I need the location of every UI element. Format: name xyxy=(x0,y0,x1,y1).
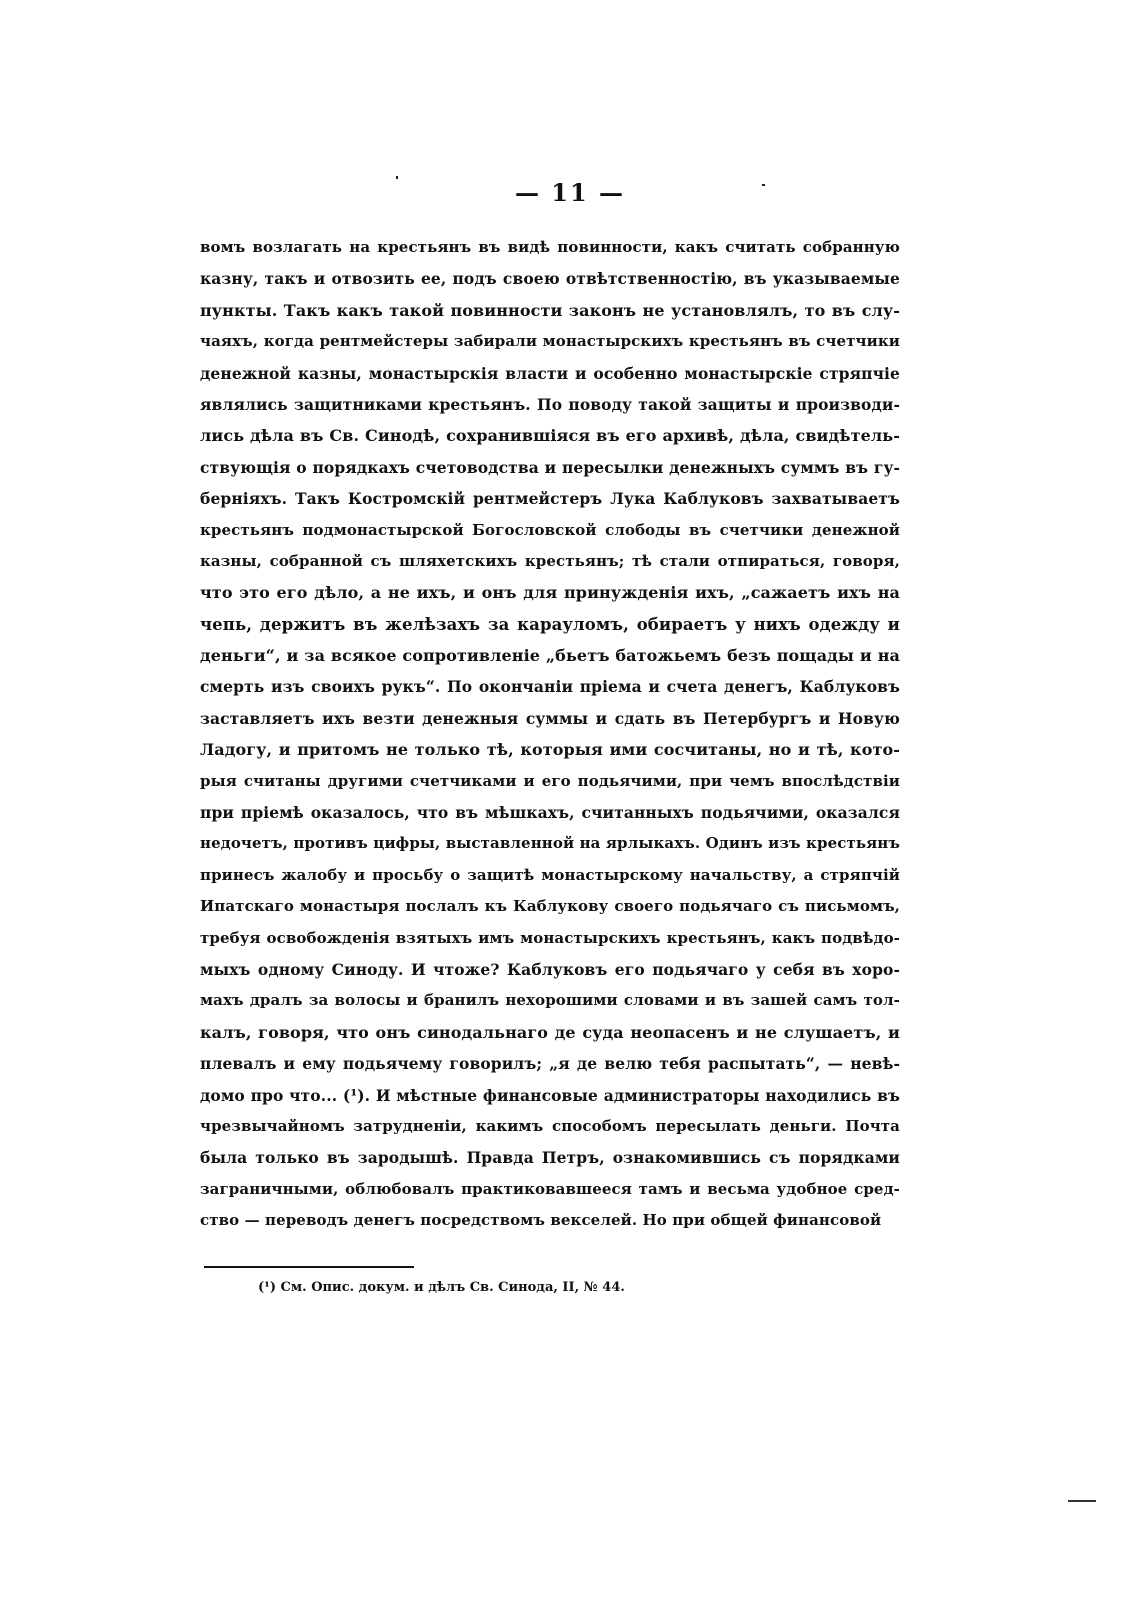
text-line: чрезвычайномъ затрудненіи, какимъ способомъ пересылать деньги. Почта xyxy=(200,1116,900,1135)
text-line: Ипатскаго монастыря послалъ къ Каблукову своего подьячаго съ письмомъ, xyxy=(200,897,900,916)
text-line: лись дѣла въ Св. Синодѣ, сохранившіяся въ его архивѣ, дѣла, свидѣтель- xyxy=(200,426,900,446)
text-line: крестьянъ подмонастырской Богословской слободы въ счетчики денежной xyxy=(200,520,900,539)
text-line: калъ, говоря, что онъ синодальнаго де суда неопасенъ и не слушаетъ, и xyxy=(200,1022,900,1042)
text-line: принесъ жалобу и просьбу о защитѣ монастырскому начальству, а стряпчій xyxy=(200,865,900,884)
body-text xyxy=(200,232,900,1237)
footnote: (¹) См. Опис. докум. и дѣлъ Св. Синода, II, № 44. xyxy=(258,1280,625,1295)
text-line: деньги“, и за всякое сопротивленіе „бьетъ батожьемъ безъ пощады и на xyxy=(200,646,900,666)
text-line: заставляетъ ихъ везти денежныя суммы и сдать въ Петербургъ и Новую xyxy=(200,708,900,728)
text-line: махъ дралъ за волосы и бранилъ нехорошими словами и въ зашей самъ тол- xyxy=(200,991,900,1010)
footnote-divider xyxy=(204,1266,414,1268)
text-line: ство — переводъ денегъ посредствомъ векселей. Но при общей финансовой xyxy=(200,1211,882,1230)
text-line: была только въ зародышѣ. Правда Петръ, ознакомившись съ порядками xyxy=(200,1148,900,1168)
text-line: мыхъ одному Синоду. И чтоже? Каблуковъ его подьячаго у себя въ хоро- xyxy=(200,959,900,979)
text-line: заграничными, облюбовалъ практиковавшееся тамъ и весьма удобное сред- xyxy=(200,1179,900,1198)
text-line: недочетъ, противъ цифры, выставленной на ярлыкахъ. Одинъ изъ крестьянъ xyxy=(200,834,900,853)
scan-edge-mark xyxy=(1068,1500,1096,1502)
text-line: рыя считаны другими счетчиками и его подьячими, при чемъ впослѣдствіи xyxy=(200,771,900,790)
scan-speck xyxy=(762,184,765,186)
text-line: при пріемѣ оказалось, что въ мѣшкахъ, считанныхъ подьячими, оказался xyxy=(200,803,900,823)
text-line: Ладогу, и притомъ не только тѣ, которыя ими сосчитаны, но и тѣ, кото- xyxy=(200,740,900,760)
text-line: требуя освобожденія взятыхъ имъ монастырскихъ крестьянъ, какъ подвѣдо- xyxy=(200,928,900,947)
text-line: домо про что... (¹). И мѣстные финансовые администраторы находились въ xyxy=(200,1085,900,1105)
text-line: денежной казны, монастырскія власти и особенно монастырскіе стряпчіе xyxy=(200,363,900,383)
text-line: что это его дѣло, а не ихъ, и онъ для принужденія ихъ, „сажаетъ ихъ на xyxy=(200,583,900,603)
text-line: казны, собранной съ шляхетскихъ крестьянъ; тѣ стали отпираться, говоря, xyxy=(200,551,900,570)
text-line: пункты. Такъ какъ такой повинности законъ не установлялъ, то въ слу- xyxy=(200,300,900,320)
text-line: плевалъ и ему подьячему говорилъ; „я де велю тебя распытать“, — невѣ- xyxy=(200,1054,900,1074)
text-line: вомъ возлагать на крестьянъ въ видѣ повинности, какъ считать собранную xyxy=(200,238,900,256)
text-line: чепь, держитъ въ желѣзахъ за карауломъ, обираетъ у нихъ одежду и xyxy=(200,614,900,634)
text-line: берніяхъ. Такъ Костромскій рентмейстеръ Лука Каблуковъ захватываетъ xyxy=(200,489,900,509)
page-number: — 11 — xyxy=(514,178,626,207)
text-line: являлись защитниками крестьянъ. По поводу такой защиты и производи- xyxy=(200,394,900,414)
text-line: ствующія о порядкахъ счетоводства и пересылки денежныхъ суммъ въ гу- xyxy=(200,457,900,477)
text-line: чаяхъ, когда рентмейстеры забирали монастырскихъ крестьянъ въ счетчики xyxy=(200,332,900,351)
text-line: казну, такъ и отвозить ее, подъ своею отвѣтственностію, въ указываемые xyxy=(200,269,900,289)
scan-speck xyxy=(396,176,398,179)
text-line: смерть изъ своихъ рукъ“. По окончаніи пріема и счета денегъ, Каблуковъ xyxy=(200,677,900,697)
